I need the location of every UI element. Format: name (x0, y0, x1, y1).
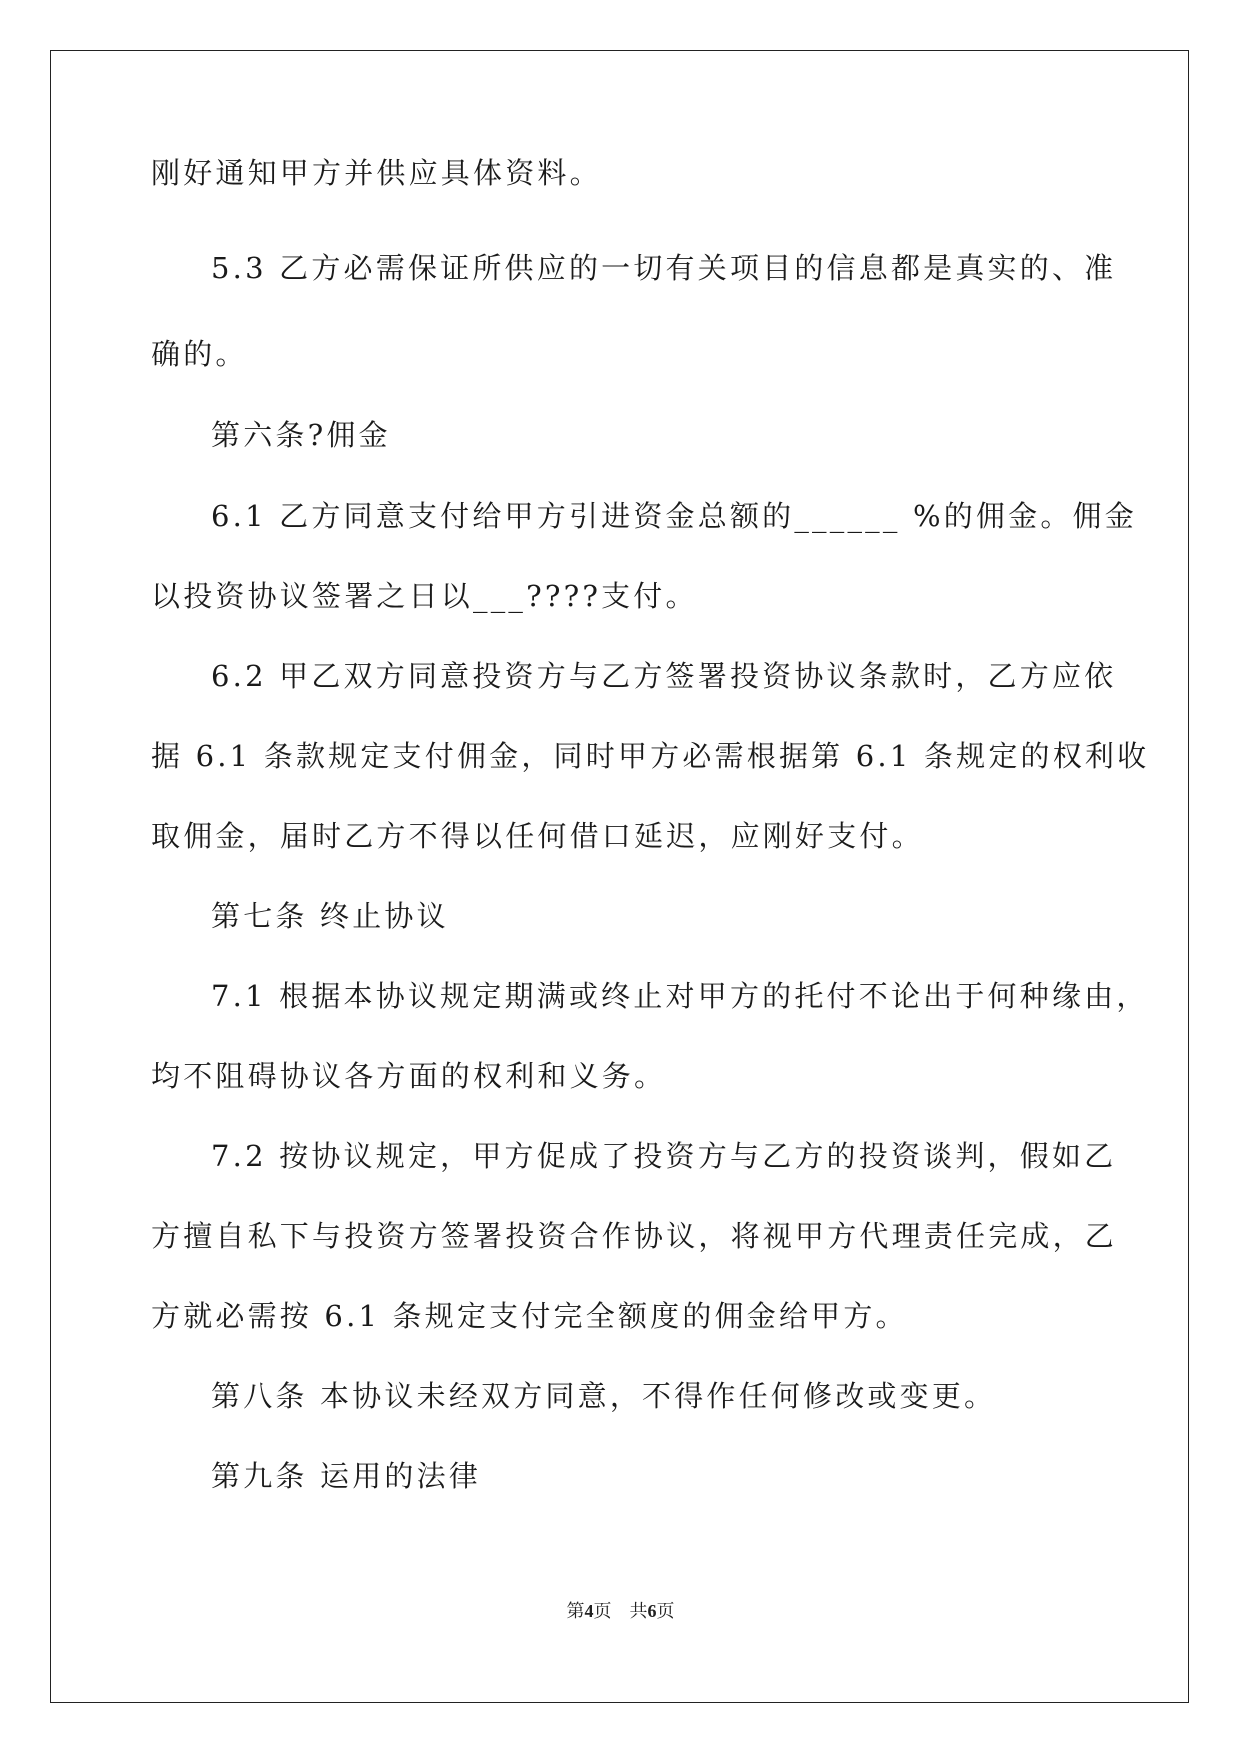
section-heading-9: 第九条 运用的法律 (211, 1459, 482, 1493)
footer-page-mid: 页 共 (593, 1601, 648, 1621)
clause-5-3: 5.3 乙方必需保证所供应的一切有关项目的信息都是真实的、准 (211, 251, 1117, 285)
body-line: 以投资协议签署之日以___????支付。 (151, 579, 698, 613)
footer-total-pages: 6 (647, 1601, 657, 1621)
body-line: 刚好通知甲方并供应具体资料。 (151, 156, 602, 190)
body-line: 方就必需按 6.1 条规定支付完全额度的佣金给甲方。 (151, 1299, 908, 1333)
clause-7-1: 7.1 根据本协议规定期满或终止对甲方的托付不论出于何种缘由， (211, 979, 1149, 1013)
body-line: 取佣金，届时乙方不得以任何借口延迟，应刚好支付。 (151, 819, 924, 853)
footer-page-prefix: 第 (566, 1601, 585, 1621)
section-heading-8: 第八条 本协议未经双方同意，不得作任何修改或变更。 (211, 1379, 997, 1413)
clause-7-2: 7.2 按协议规定，甲方促成了投资方与乙方的投资谈判，假如乙 (211, 1139, 1117, 1173)
page-footer (0, 1599, 1241, 1623)
body-line: 确的。 (151, 337, 248, 371)
section-heading-7: 第七条 终止协议 (211, 899, 449, 933)
body-line: 方擅自私下与投资方签署投资合作协议，将视甲方代理责任完成，乙 (151, 1219, 1118, 1253)
footer-current-page: 4 (584, 1601, 594, 1621)
footer-page-suffix: 页 (656, 1601, 675, 1621)
clause-6-1: 6.1 乙方同意支付给甲方引进资金总额的______ %的佣金。佣金 (211, 499, 1137, 533)
section-heading-6: 第六条?佣金 (211, 418, 391, 452)
body-line: 均不阻碍协议各方面的权利和义务。 (151, 1059, 667, 1093)
body-line: 据 6.1 条款规定支付佣金，同时甲方必需根据第 6.1 条规定的权利收 (151, 739, 1150, 773)
clause-6-2: 6.2 甲乙双方同意投资方与乙方签署投资协议条款时，乙方应依 (211, 659, 1117, 693)
page-border (50, 50, 1189, 1703)
